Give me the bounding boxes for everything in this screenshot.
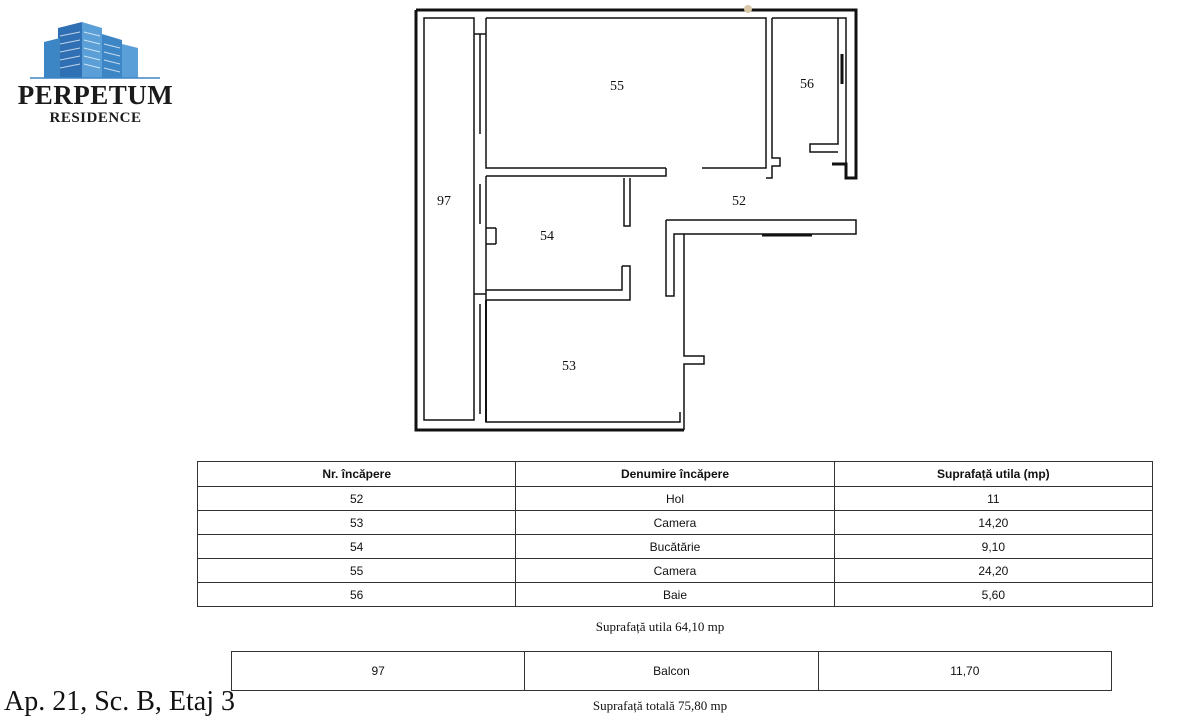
room-area: 5,60	[834, 583, 1152, 607]
room-name: Baie	[516, 583, 834, 607]
floor-plan	[412, 4, 862, 434]
rooms-table	[197, 461, 1153, 607]
room-label-54: 54	[540, 229, 554, 244]
room-area: 14,20	[834, 511, 1152, 535]
table-row	[232, 652, 1112, 691]
table-row	[198, 535, 1153, 559]
room-name: Bucătărie	[516, 535, 834, 559]
company-logo	[8, 18, 183, 128]
table-row	[198, 511, 1153, 535]
room-label-52: 52	[732, 194, 746, 209]
column-header: Denumire încăpere	[516, 462, 834, 487]
room-name: Hol	[516, 487, 834, 511]
apartment-label: Ap. 21, Sc. B, Etaj 3	[4, 686, 235, 717]
room-number: 52	[198, 487, 516, 511]
room-area: 11	[834, 487, 1152, 511]
room-name: Camera	[516, 559, 834, 583]
table-row	[198, 559, 1153, 583]
room-number: 56	[198, 583, 516, 607]
column-header: Nr. încăpere	[198, 462, 516, 487]
balcony-table	[231, 651, 1112, 691]
room-label-56: 56	[800, 77, 814, 92]
room-label-53: 53	[562, 359, 576, 374]
room-label-55: 55	[610, 79, 624, 94]
buildings-icon	[30, 18, 160, 80]
room-area: 24,20	[834, 559, 1152, 583]
total-area: Suprafață totală 75,80 mp	[592, 698, 728, 713]
room-number: 53	[198, 511, 516, 535]
logo-subtitle: RESIDENCE	[49, 110, 142, 126]
table-row	[198, 487, 1153, 511]
floor-plan-drawing	[412, 4, 862, 434]
table-header-row	[198, 462, 1153, 487]
room-name: Camera	[516, 511, 834, 535]
column-header: Suprafață utila (mp)	[834, 462, 1152, 487]
logo-name: PERPETUM	[17, 80, 174, 110]
balcony-number: 97	[232, 652, 525, 691]
usable-area-total: Suprafață utila 64,10 mp	[595, 619, 725, 634]
balcony-area: 11,70	[818, 652, 1111, 691]
room-number: 55	[198, 559, 516, 583]
table-row	[198, 583, 1153, 607]
room-number: 54	[198, 535, 516, 559]
balcony-name: Balcon	[525, 652, 818, 691]
room-area: 9,10	[834, 535, 1152, 559]
room-label-97: 97	[437, 194, 451, 209]
